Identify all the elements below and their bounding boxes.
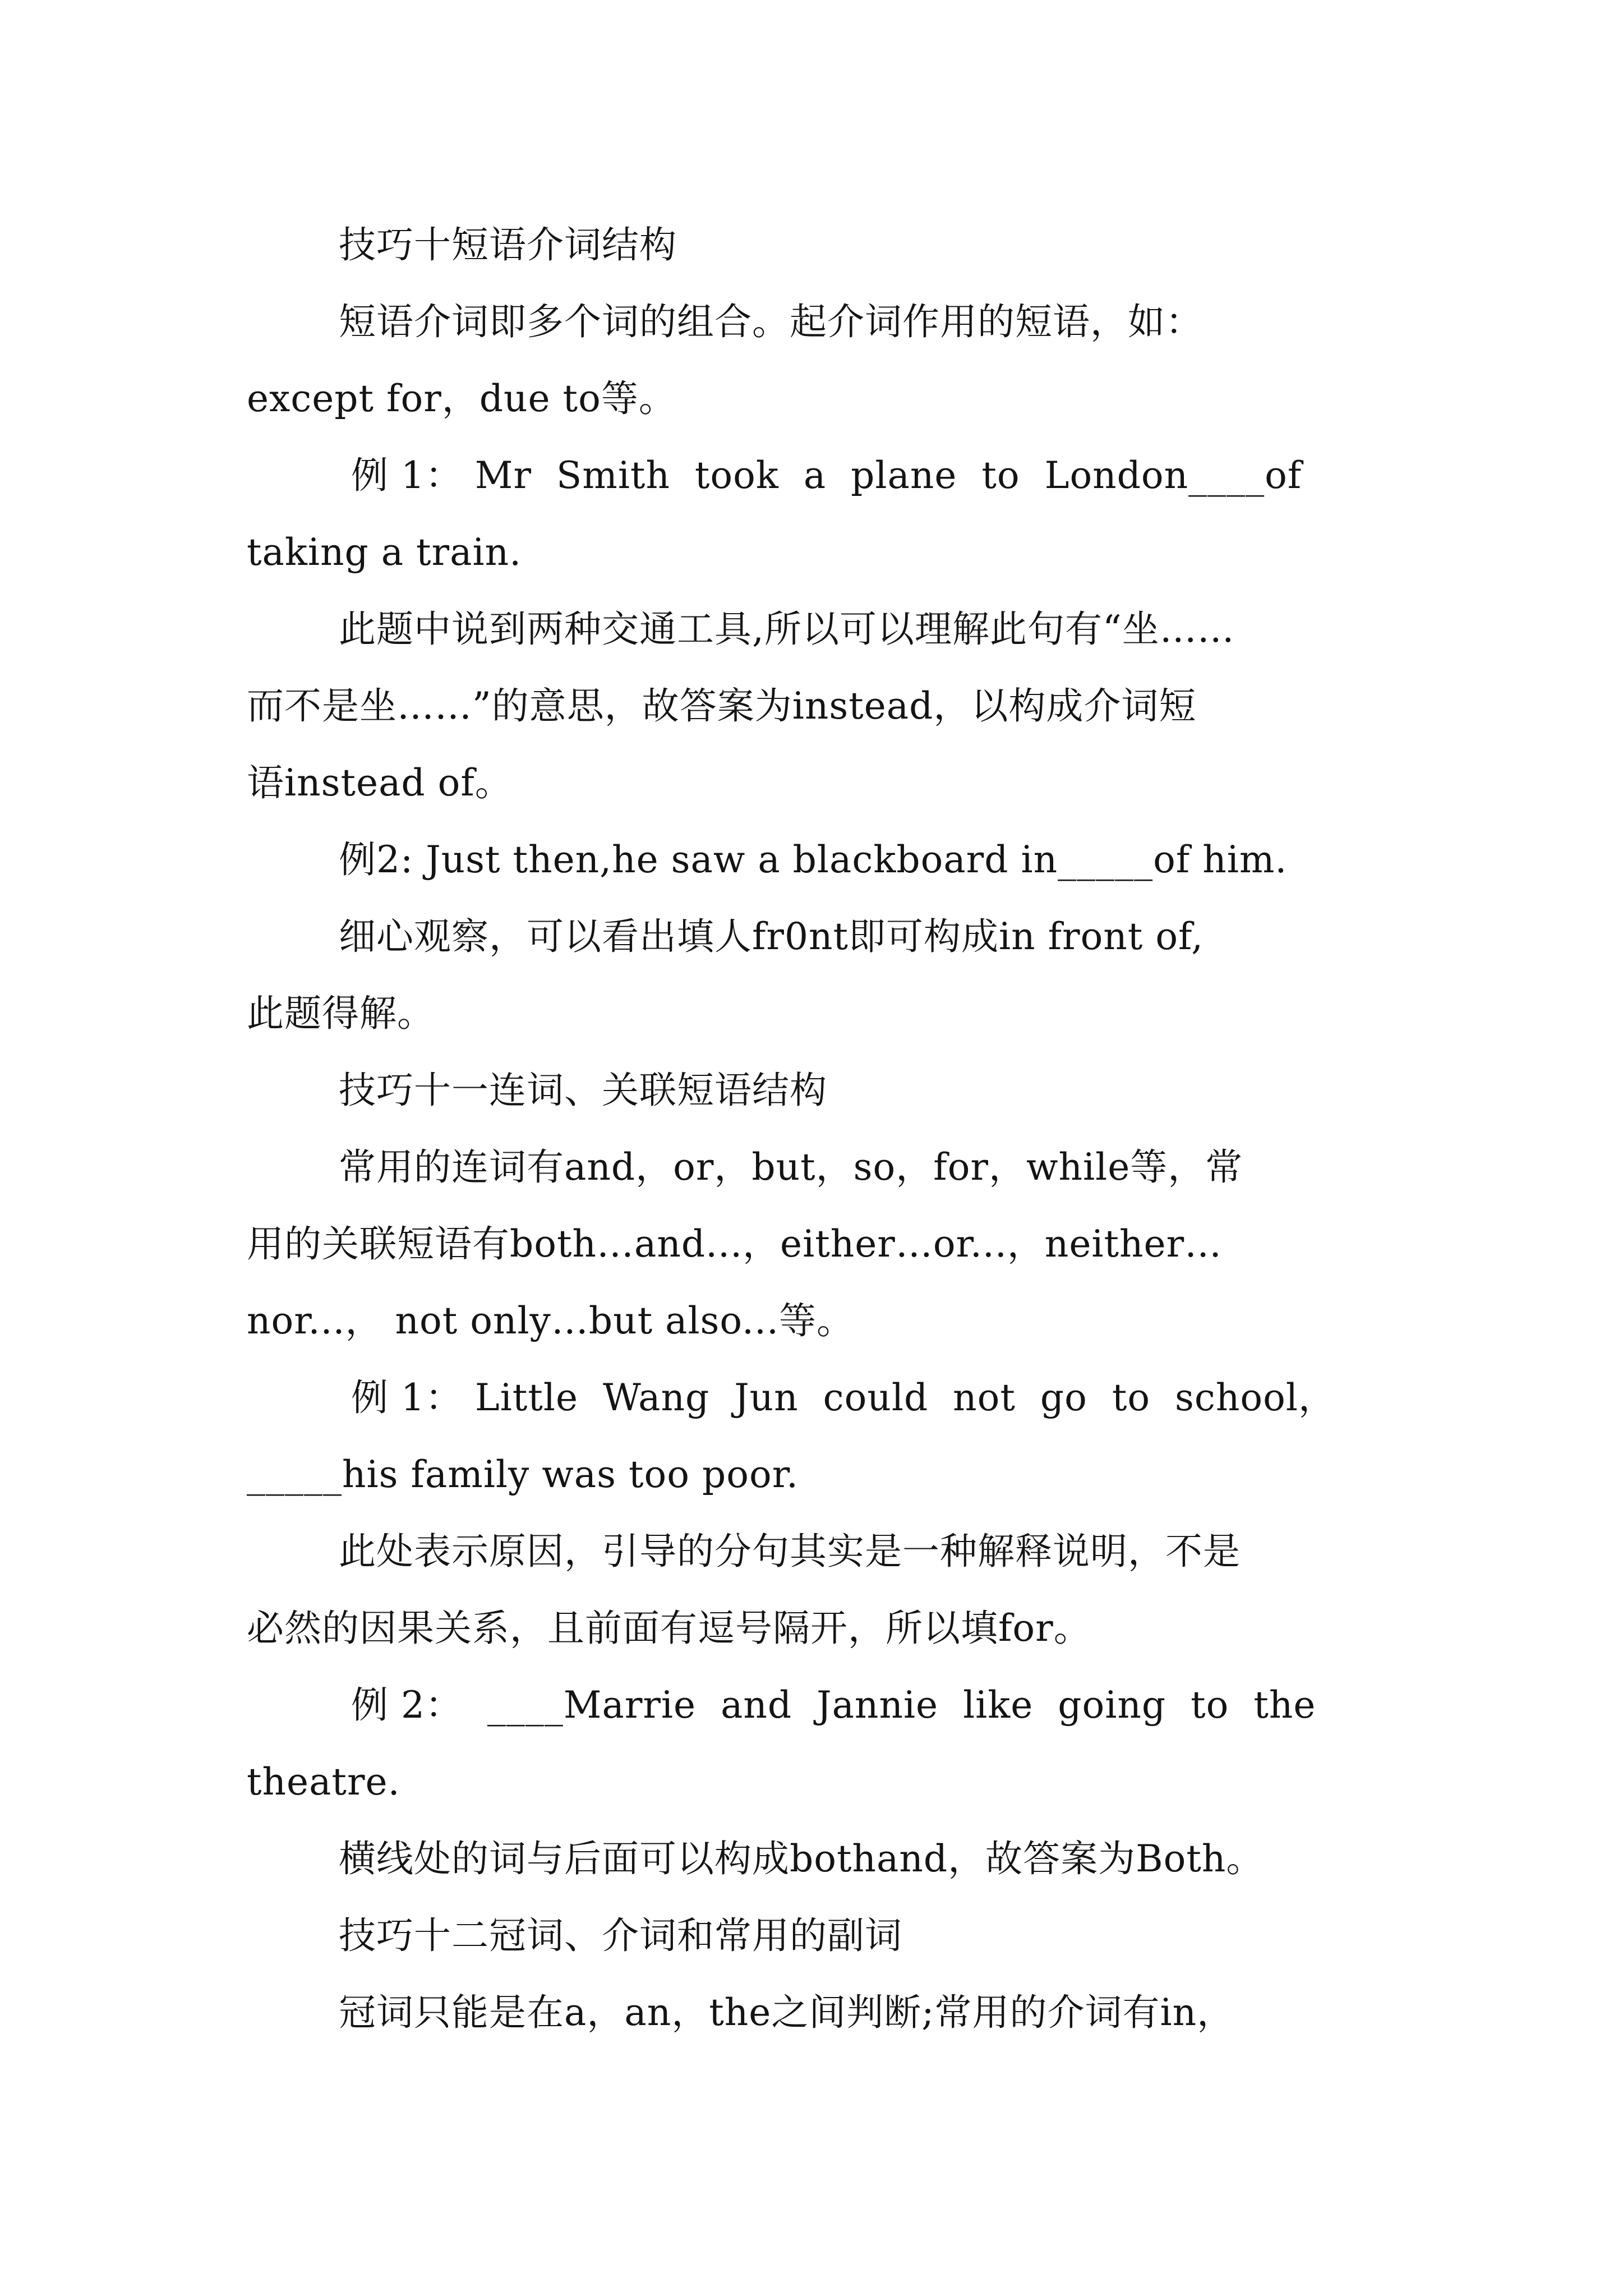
document-line: 此题中说到两种交通工具,所以可以理解此句有“坐…… xyxy=(339,608,1235,651)
document-line: 必然的因果关系，且前面有逗号隔开，所以填for。 xyxy=(247,1607,1091,1650)
document-line: 技巧十二冠词、介词和常用的副词 xyxy=(339,1914,902,1957)
document-line: 此处表示原因，引导的分句其实是一种解释说明，不是 xyxy=(339,1530,1241,1573)
document-line: _____his family was too poor. xyxy=(247,1453,799,1496)
document-line: 而不是坐……”的意思，故答案为instead，以构成介词短 xyxy=(247,684,1197,728)
document-line: 用的关联短语有both…and...，either…or...，neither… xyxy=(247,1222,1223,1266)
document-line: 冠词只能是在a，an，the之间判断;常用的介词有in， xyxy=(339,1991,1235,2034)
document-line: 横线处的词与后面可以构成bothand，故答案为Both。 xyxy=(339,1837,1264,1880)
document-line: 常用的连词有and，or，but，so，for，while等，常 xyxy=(339,1145,1243,1189)
document-line: 此题得解。 xyxy=(247,992,435,1035)
document-line: 例 1： Little Wang Jun could not go to school， xyxy=(339,1376,1336,1419)
document-line: 例 1： Mr Smith took a plane to London____of xyxy=(339,454,1302,497)
document-line: 技巧十短语介词结构 xyxy=(339,223,677,266)
document-line: 语instead of。 xyxy=(247,761,513,804)
document-line: nor...， not only…but also...等。 xyxy=(247,1299,854,1342)
document-body xyxy=(247,206,1391,2051)
document-line: 例2: Just then,he saw a blackboard in_____of him. xyxy=(339,838,1288,881)
document-line: 技巧十一连词、关联短语结构 xyxy=(339,1069,827,1112)
document-line: taking a train. xyxy=(247,531,522,574)
document-line: 细心观察，可以看出填人fr0nt即可构成in front of, xyxy=(339,915,1204,958)
document-line: 例 2： ____Marrie and Jannie like going to the xyxy=(339,1683,1316,1727)
document-line: theatre. xyxy=(247,1760,400,1803)
document-line: except for，due to等。 xyxy=(247,377,676,420)
document-line: 短语介词即多个词的组合。起介词作用的短语，如： xyxy=(339,300,1203,343)
